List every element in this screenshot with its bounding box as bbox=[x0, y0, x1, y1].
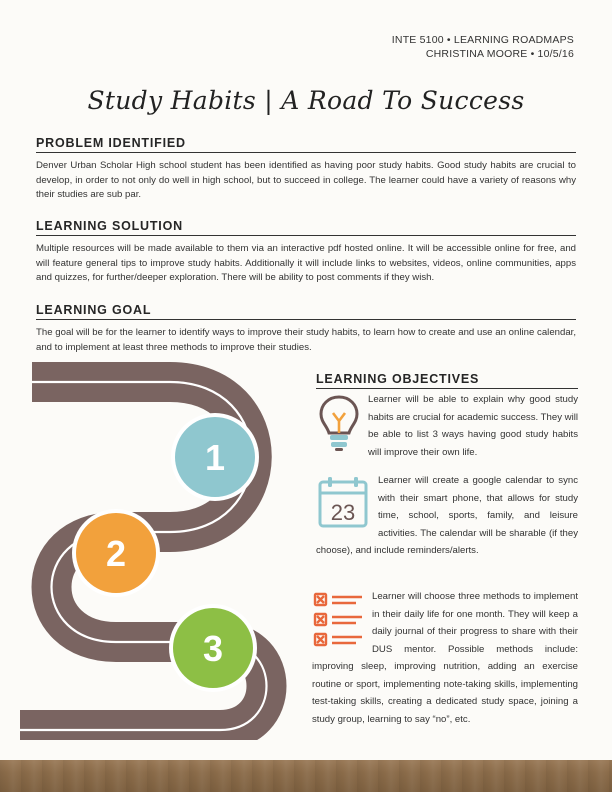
goal-section bbox=[36, 303, 576, 355]
objectives-heading: LEARNING OBJECTIVES bbox=[316, 372, 578, 389]
objective-1 bbox=[316, 391, 578, 461]
objective-2 bbox=[316, 472, 578, 560]
step-2-label: 2 bbox=[105, 533, 127, 574]
problem-heading: PROBLEM IDENTIFIED bbox=[36, 136, 576, 153]
objectives-section bbox=[312, 372, 578, 725]
calendar-day-label: 23 bbox=[330, 500, 356, 525]
author-date: CHRISTINA MOORE • 10/5/16 bbox=[425, 48, 574, 60]
step-1-label: 1 bbox=[204, 437, 226, 478]
objective-3 bbox=[312, 588, 578, 728]
goal-body: The goal will be for the learner to identify ways to improve their study habits, to learn how to create and use an online calendar, and to implement at least three methods to improve their studies. bbox=[36, 327, 576, 353]
page-title: Study Habits | A Road To Success bbox=[87, 86, 525, 115]
solution-section bbox=[36, 219, 576, 286]
solution-body: Multiple resources will be made available to them via an interactive pdf hosted online. It will be accessible online for free, and will feature general tips to improve study habits. Additionally it will include links to websites, videos, online communities, apps and quizzes, for further/deeper exploration. There will be ability to post comments if they wish. bbox=[36, 243, 576, 283]
solution-heading: LEARNING SOLUTION bbox=[36, 219, 576, 236]
calendar-icon bbox=[316, 472, 372, 530]
problem-body: Denver Urban Scholar High school student has been identified as having poor study habits. Good study habits are crucial to develop, in order to not only do well in high school, but to succeed in college. The learner could have a variety of reasons why their studies are sub par. bbox=[36, 160, 576, 200]
objective-2-text: Learner will create a google calendar to sync with their smart phone, that allows for study time, school, sports, family, and leisure activities. The calendar will be sharable (if they choose), and include reminders/alerts. bbox=[316, 475, 578, 556]
objective-3-text: Learner will choose three methods to implement in their daily life for one month. They will keep a daily journal of their progress to share with their DUS mentor. Possible methods include: improving sleep, improving nutrition, adding an exercise routine or sport, implementing note-taking skills, implementing test-taking skills, creating a dedicated study space, joining a study group, learning to say “no”, etc. bbox=[312, 591, 578, 725]
lightbulb-icon bbox=[316, 391, 362, 453]
problem-section bbox=[36, 136, 576, 203]
step-3-label: 3 bbox=[202, 628, 224, 669]
goal-heading: LEARNING GOAL bbox=[36, 303, 576, 320]
objective-1-text: Learner will be able to explain why good study habits are crucial for academic success. They will be able to list 3 ways having good study habits will improve their own life. bbox=[368, 394, 578, 458]
header-meta bbox=[392, 33, 574, 61]
road-illustration bbox=[20, 360, 310, 740]
checklist-icon bbox=[312, 588, 366, 654]
course-label: INTE 5100 • LEARNING ROADMAPS bbox=[391, 34, 574, 46]
wood-grain bbox=[0, 760, 612, 792]
